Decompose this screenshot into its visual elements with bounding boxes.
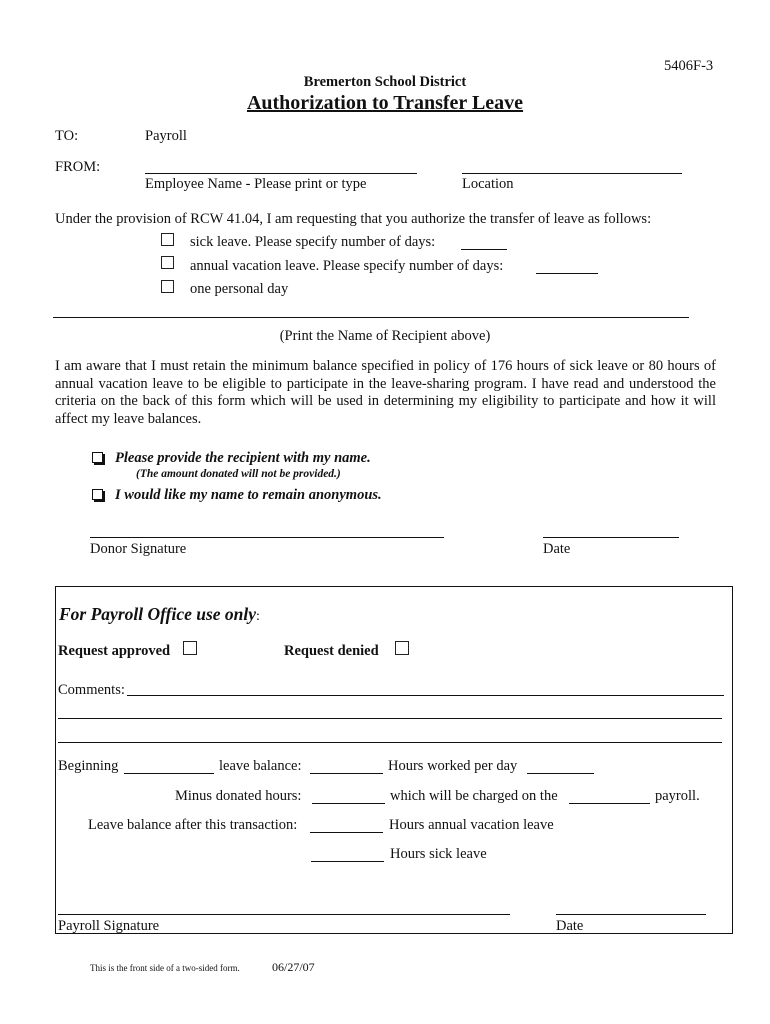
sick-leave-checkbox[interactable] (161, 233, 174, 246)
payroll-date-caption: Date (556, 918, 584, 934)
provide-name-checkbox[interactable] (92, 452, 103, 463)
minus-donated-label: Minus donated hours: (175, 788, 302, 804)
payroll-word: payroll. (655, 788, 700, 804)
annual-vacation-days-field[interactable] (536, 273, 598, 274)
sick-leave-label: sick leave. Please specify number of days: (190, 234, 436, 250)
charged-on-label: which will be charged on the (390, 788, 558, 804)
beginning-label: Beginning (58, 758, 119, 774)
payroll-signature-field[interactable] (58, 914, 510, 915)
payroll-period-field[interactable] (569, 803, 650, 804)
aware-paragraph: I am aware that I must retain the minimum balance specified in policy of 176 hours of sick leave or 80 hours of annual vacation leave to be eligible to participate in the leave-sharing program. I have read and understood the criteria on the back of this form which will be used in determining my eligibility to participate and how it will affect my leave balances. (55, 358, 716, 427)
provision-text: Under the provision of RCW 41.04, I am requesting that you authorize the transfer of leave as follows: (55, 211, 652, 227)
donor-signature-caption: Donor Signature (90, 541, 187, 557)
donor-date-caption: Date (543, 541, 571, 557)
request-denied-label: Request denied (284, 643, 379, 659)
provide-name-note: (The amount donated will not be provided.) (136, 468, 341, 480)
recipient-caption: (Print the Name of Recipient above) (279, 328, 491, 344)
location-field[interactable] (462, 173, 682, 174)
annual-vacation-checkbox[interactable] (161, 256, 174, 269)
balance-after-label: Leave balance after this transaction: (88, 817, 298, 833)
leave-balance-label: leave balance: (219, 758, 302, 774)
page-title: Authorization to Transfer Leave (246, 92, 524, 114)
employee-name-field[interactable] (145, 173, 417, 174)
org-name: Bremerton School District (303, 74, 467, 90)
anonymous-label: I would like my name to remain anonymous. (115, 487, 382, 503)
anonymous-checkbox[interactable] (92, 489, 103, 500)
hours-sick-label: Hours sick leave (390, 846, 487, 862)
comments-line-3[interactable] (58, 742, 722, 743)
payroll-heading: For Payroll Office use only: (59, 604, 260, 624)
footer-note: This is the front side of a two-sided form. (90, 963, 240, 973)
balance-annual-field[interactable] (310, 832, 383, 833)
comments-label: Comments: (58, 682, 125, 698)
annual-vacation-label: annual vacation leave. Please specify number of days: (190, 258, 504, 274)
hours-worked-label: Hours worked per day (388, 758, 518, 774)
location-caption: Location (462, 176, 514, 192)
recipient-name-field[interactable] (53, 317, 689, 318)
request-approved-checkbox[interactable] (183, 641, 197, 655)
employee-name-caption: Employee Name - Please print or type (145, 176, 367, 192)
personal-day-label: one personal day (190, 281, 289, 297)
donor-date-field[interactable] (543, 537, 679, 538)
donor-signature-field[interactable] (90, 537, 444, 538)
to-value: Payroll (145, 128, 187, 144)
sick-leave-days-field[interactable] (461, 249, 507, 250)
from-label: FROM: (55, 159, 101, 175)
request-approved-label: Request approved (58, 643, 171, 659)
form-code: 5406F-3 (664, 58, 714, 74)
personal-day-checkbox[interactable] (161, 280, 174, 293)
beginning-field[interactable] (124, 773, 214, 774)
balance-sick-field[interactable] (311, 861, 384, 862)
hours-annual-label: Hours annual vacation leave (389, 817, 554, 833)
to-label: TO: (55, 128, 79, 144)
leave-balance-field[interactable] (310, 773, 383, 774)
payroll-signature-caption: Payroll Signature (58, 918, 160, 934)
comments-line-1[interactable] (127, 695, 724, 696)
hours-worked-field[interactable] (527, 773, 594, 774)
payroll-date-field[interactable] (556, 914, 706, 915)
request-denied-checkbox[interactable] (395, 641, 409, 655)
comments-line-2[interactable] (58, 718, 722, 719)
minus-donated-field[interactable] (312, 803, 385, 804)
footer-date: 06/27/07 (272, 960, 315, 974)
provide-name-label: Please provide the recipient with my name. (115, 450, 371, 466)
